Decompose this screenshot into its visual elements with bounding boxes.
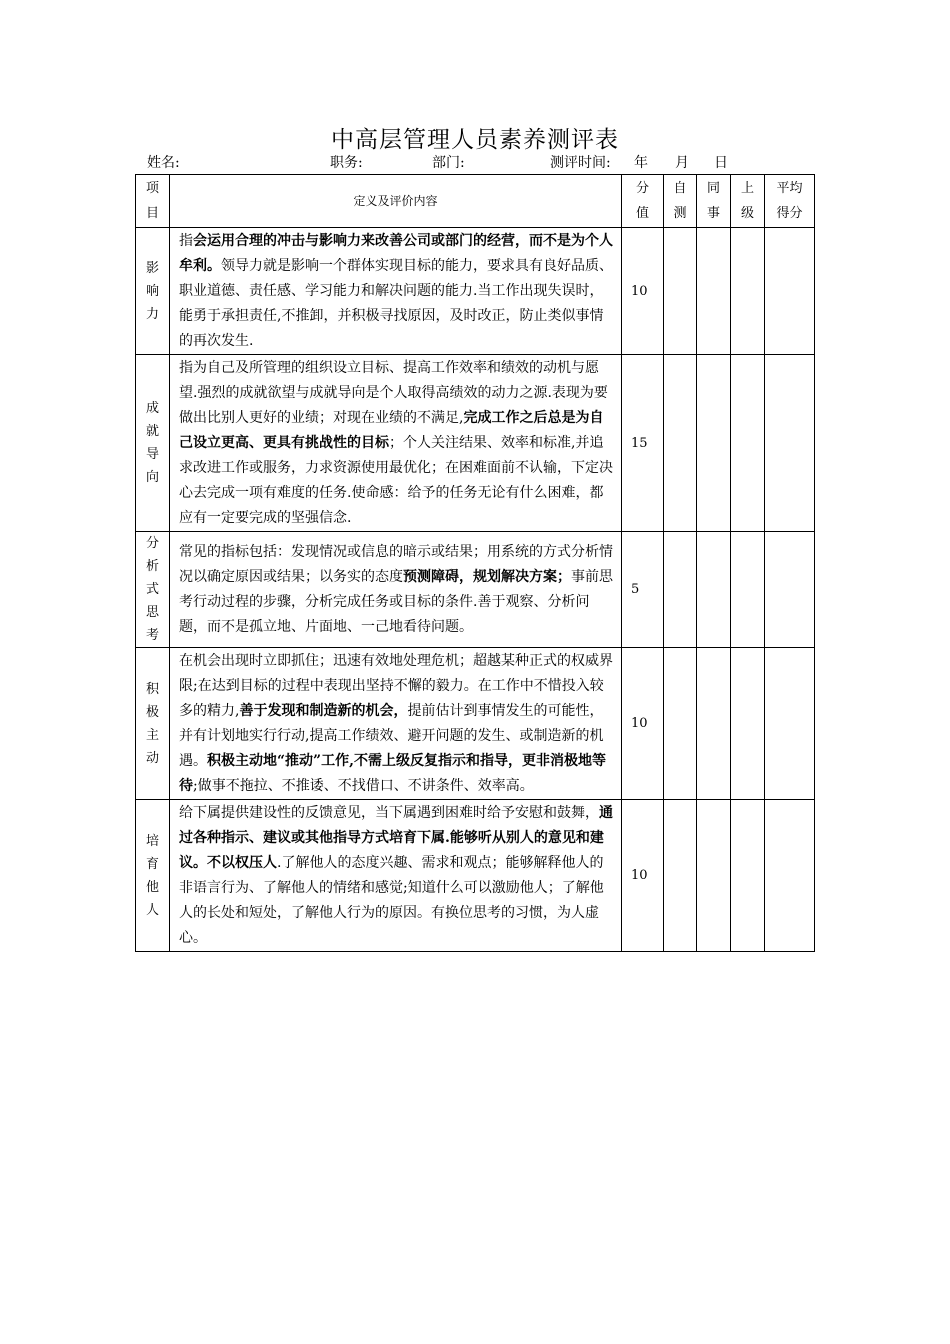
row-item-name: 成 就 导 向 [136, 355, 170, 532]
table-row [136, 532, 815, 648]
table-row [136, 355, 815, 532]
superior-score-cell[interactable] [731, 648, 765, 800]
row-item-name: 积 极 主 动 [136, 648, 170, 800]
col-score-header: 分 值 [622, 175, 664, 228]
body-text: 事前思考行动过程的步骤，分析完成任务或目标的条件.善于观察、分析问题，而不是孤立地、片面地、一己地看待问题。 [179, 569, 613, 635]
table-row [136, 228, 815, 355]
table-row [136, 648, 815, 800]
col-superior-header: 上 级 [731, 175, 765, 228]
average-score-cell[interactable] [765, 800, 815, 952]
peer-score-cell[interactable] [697, 800, 731, 952]
body-text: 指 [179, 233, 193, 249]
superior-score-cell[interactable] [731, 355, 765, 532]
row-definition [170, 532, 622, 648]
col-self-header: 自 测 [664, 175, 697, 228]
body-text: 提前估计到事情发生的可能性，并有计划地实行行动,提高工作绩效、避开问题的发生、或制造新的机遇。 [179, 703, 604, 769]
dept-label: 部门: [432, 155, 465, 171]
self-score-cell[interactable] [664, 355, 697, 532]
page-title: 中高层管理人员素养测评表 [331, 127, 619, 153]
superior-score-cell[interactable] [731, 532, 765, 648]
row-score: 15 [622, 355, 664, 532]
superior-score-cell[interactable] [731, 228, 765, 355]
emphasis-text: 预测障碍，规划解决方案； [403, 569, 571, 585]
position-label: 职务: [330, 155, 363, 171]
year-label: 年 [634, 155, 648, 171]
average-score-cell[interactable] [765, 228, 815, 355]
peer-score-cell[interactable] [697, 228, 731, 355]
emphasis-text: 通过各种指示、建议或其他指导方式培育下属.能够听从别人的意见和建议。不以权压人 [179, 805, 613, 871]
emphasis-text: 完成工作之后总是为自己设立更高、更具有挑战性的目标 [179, 410, 604, 451]
row-definition [170, 355, 622, 532]
row-item-name: 培 育 他 人 [136, 800, 170, 952]
body-text: 在机会出现时立即抓住；迅速有效地处理危机；超越某种正式的权威界限;在达到目标的过程中表现出坚持不懈的毅力。在工作中不惜投入较多的精力, [179, 653, 613, 719]
body-text: ;做事不拖拉、不推诿、不找借口、不讲条件、效率高。 [193, 778, 534, 794]
row-item-name: 分 析 式 思 考 [136, 532, 170, 648]
row-score: 10 [622, 228, 664, 355]
row-score: 5 [622, 532, 664, 648]
emphasis-text: 积极主动地“推动”工作,不需上级反复指示和指导，更非消极地等待 [179, 753, 606, 794]
emphasis-text: 善于发现和制造新的机会， [239, 703, 408, 719]
body-text: 给下属提供建设性的反馈意见，当下属遇到困难时给予安慰和鼓舞， [179, 805, 599, 821]
row-definition [170, 228, 622, 355]
eval-time-label: 测评时间: [550, 155, 611, 171]
body-text: 常见的指标包括：发现情况或信息的暗示或结果；用系统的方式分析情况以确定原因或结果；以务实的态度 [179, 544, 613, 585]
table-row [136, 800, 815, 952]
col-definition-header: 定义及评价内容 [170, 175, 622, 228]
body-text: ；个人关注结果、效率和标准,并追求改进工作或服务，力求资源使用最优化；在困难面前不认输，下定决心去完成一项有难度的任务.使命感：给予的任务无论有什么困难，都应有一定要完成的坚强信念. [179, 435, 613, 526]
month-label: 月 [675, 155, 689, 171]
col-peer-header: 同 事 [697, 175, 731, 228]
superior-score-cell[interactable] [731, 800, 765, 952]
body-text: 指为自己及所管理的组织设立目标、提高工作效率和绩效的动机与愿望.强烈的成就欲望与成就导向是个人取得高绩效的动力之源.表现为要做出比别人更好的业绩；对现在业绩的不满足, [179, 360, 608, 426]
peer-score-cell[interactable] [697, 355, 731, 532]
row-score: 10 [622, 800, 664, 952]
average-score-cell[interactable] [765, 532, 815, 648]
emphasis-text: 会运用合理的冲击与影响力来改善公司或部门的经营，而不是为个人牟利。 [179, 233, 613, 274]
peer-score-cell[interactable] [697, 648, 731, 800]
col-item-header: 项 目 [136, 175, 170, 228]
row-definition [170, 648, 622, 800]
average-score-cell[interactable] [765, 355, 815, 532]
self-score-cell[interactable] [664, 648, 697, 800]
row-definition [170, 800, 622, 952]
name-label: 姓名: [147, 155, 180, 171]
row-item-name: 影 响 力 [136, 228, 170, 355]
average-score-cell[interactable] [765, 648, 815, 800]
col-average-header: 平均 得分 [765, 175, 815, 228]
peer-score-cell[interactable] [697, 532, 731, 648]
day-label: 日 [714, 155, 728, 171]
self-score-cell[interactable] [664, 800, 697, 952]
evaluation-table [135, 174, 815, 952]
self-score-cell[interactable] [664, 532, 697, 648]
body-text: .了解他人的态度兴趣、需求和观点；能够解释他人的非语言行为、了解他人的情绪和感觉;知道什么可以激励他人；了解他人的长处和短处，了解他人行为的原因。有换位思考的习惯，为人虚心。 [179, 855, 604, 946]
table-header-row [136, 175, 815, 228]
self-score-cell[interactable] [664, 228, 697, 355]
body-text: 领导力就是影响一个群体实现目标的能力，要求具有良好品质、职业道德、责任感、学习能力和解决问题的能力.当工作出现失误时，能勇于承担责任,不推卸，并积极寻找原因，及时改正，防止类似事情的再次发生. [179, 258, 613, 349]
row-score: 10 [622, 648, 664, 800]
